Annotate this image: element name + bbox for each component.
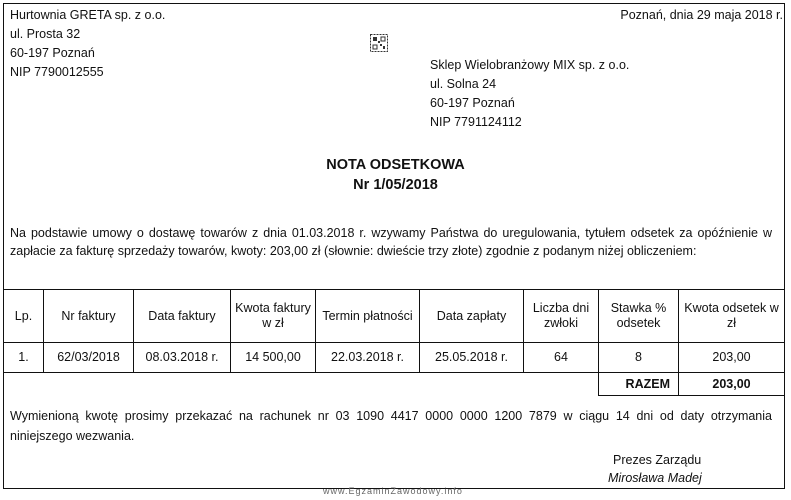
cell-invoice-amount: 14 500,00 (231, 343, 316, 373)
header-interest-rate: Stawka % odsetek (599, 290, 679, 343)
sender-street: ul. Prosta 32 (10, 27, 81, 41)
place-date: Poznań, dnia 29 maja 2018 r. (620, 8, 783, 22)
signature-title: Prezes Zarządu (613, 453, 702, 467)
payment-request: Wymienioną kwotę prosimy przekazać na rachunek nr 03 1090 4417 0000 0000 1200 7879 w ciągu 14 dni od daty otrzymania niniejszego wezwania. (10, 409, 772, 443)
header-lp: Lp. (4, 290, 44, 343)
table-header-row (4, 290, 785, 343)
sender-name: Hurtownia GRETA sp. z o.o. (10, 8, 166, 22)
title-text: NOTA ODSETKOWA (326, 157, 465, 173)
sender-city: 60-197 Poznań (10, 46, 95, 60)
cell-invoice-no: 62/03/2018 (44, 343, 134, 373)
total-value: 203,00 (679, 373, 785, 396)
header-days-late: Liczba dni zwłoki (524, 290, 599, 343)
recipient-nip: NIP 7791124112 (430, 115, 522, 129)
header-invoice-no: Nr faktury (44, 290, 134, 343)
intro-paragraph: Na podstawie umowy o dostawę towarów z dnia 01.03.2018 r. wzywamy Państwa do uregulowania, tytułem odsetek za opóźnienie w zapłacie za fakturę sprzedaży towarów, kwoty: 203,00 zł (słownie: dwieście trzy złote) zgodnie z podanym niżej obliczeniem: (10, 226, 772, 258)
header-invoice-date: Data faktury (134, 290, 231, 343)
sender-address (10, 6, 165, 82)
header-payment-date: Data zapłaty (420, 290, 524, 343)
interest-table (3, 289, 785, 396)
recipient-street: ul. Solna 24 (430, 77, 497, 91)
total-label: RAZEM (599, 373, 679, 396)
cell-due-date: 22.03.2018 r. (316, 343, 420, 373)
cell-payment-date: 25.05.2018 r. (420, 343, 524, 373)
header-invoice-amount: Kwota faktury w zł (231, 290, 316, 343)
recipient-city: 60-197 Poznań (430, 96, 515, 110)
document-title (0, 155, 791, 195)
watermark: www.EgzaminZawodowy.info (323, 486, 463, 496)
table-row (4, 343, 785, 373)
document-number: Nr 1/05/2018 (353, 177, 438, 193)
signature-name: Mirosława Madej (608, 471, 702, 485)
header-interest-amount: Kwota odsetek w zł (679, 290, 785, 343)
total-spacer (4, 373, 599, 396)
sender-nip: NIP 7790012555 (10, 65, 104, 79)
cell-interest-amount: 203,00 (679, 343, 785, 373)
qr-code-icon (370, 34, 388, 52)
recipient-name: Sklep Wielobranżowy MIX sp. z o.o. (430, 58, 630, 72)
header-due-date: Termin płatności (316, 290, 420, 343)
total-row (4, 373, 785, 396)
cell-interest-rate: 8 (599, 343, 679, 373)
cell-days-late: 64 (524, 343, 599, 373)
recipient-address (430, 56, 629, 132)
cell-lp: 1. (4, 343, 44, 373)
cell-invoice-date: 08.03.2018 r. (134, 343, 231, 373)
